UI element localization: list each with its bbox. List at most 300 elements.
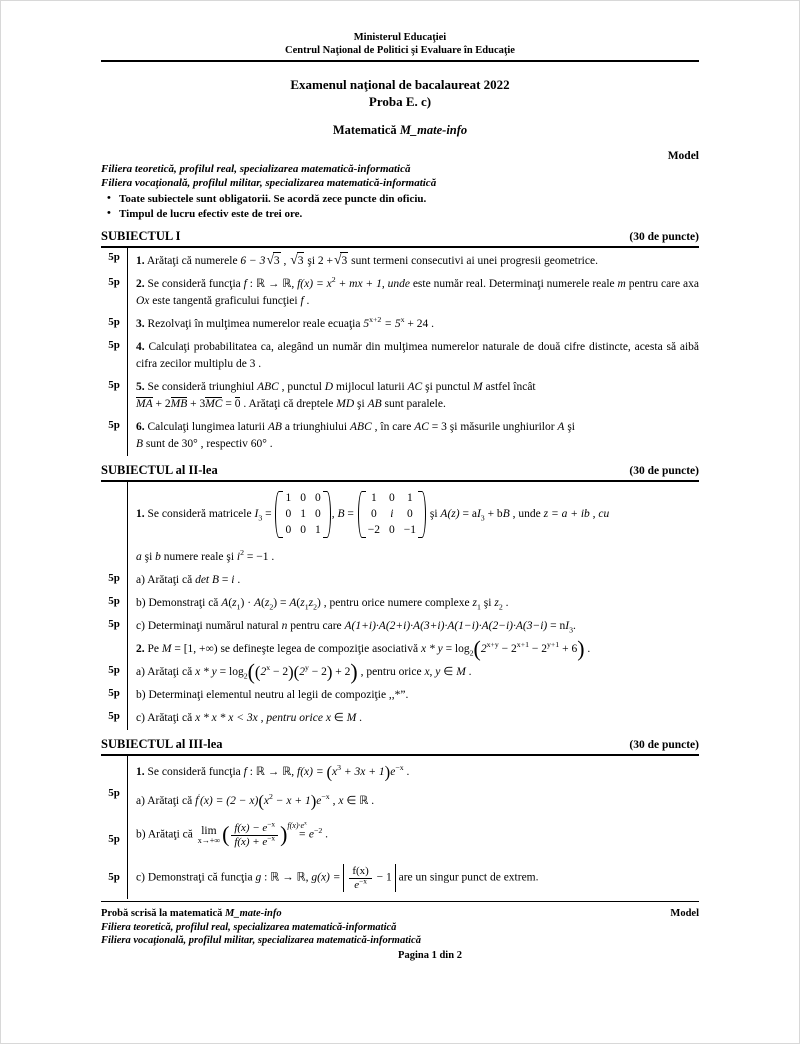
q6-ab: AB [267, 421, 282, 433]
s2q1-t4: , unde [509, 508, 544, 521]
s3q1-t2: : ℝ → ℝ, [246, 766, 297, 778]
subject-2-points: (30 de puncte) [629, 465, 699, 477]
s2q2a-eq: = log [216, 666, 244, 678]
cell: 0 [407, 508, 413, 520]
s2q2a-t4: . [465, 666, 472, 678]
item-label: b) [136, 597, 146, 609]
table-row [101, 755, 699, 784]
points-cell: 5p [101, 569, 128, 592]
q6-t2: a triunghiului [281, 421, 351, 433]
s2q1c-i3s: 3 [569, 625, 573, 635]
q5-d: D [324, 381, 334, 393]
s2q1b-dot: · [244, 597, 254, 609]
s2q1-t3: şi [427, 508, 441, 521]
matrix-b [358, 490, 426, 539]
table-row [101, 707, 699, 730]
s3q1c-t1: Demonstraţi că funcţia [147, 871, 256, 884]
s2q2-eq1: = [1, +∞) [171, 643, 218, 655]
s2q2a-m: M [456, 666, 466, 678]
q2-m2: m [617, 278, 626, 290]
q1-mid1: , [280, 255, 290, 267]
q5-m: M [473, 381, 483, 393]
s2q1-i3b: I [476, 508, 481, 521]
q5-abc: ABC [257, 381, 279, 393]
s2q1b-t4: . [502, 597, 509, 609]
q5-plus2: + 3 [187, 398, 206, 410]
question-cell [128, 273, 700, 313]
question-cell [128, 416, 700, 456]
cell: i [390, 508, 394, 520]
q3-sup2: x [400, 315, 405, 325]
ministry-line-1: Ministerul Educaţiei [353, 32, 447, 43]
s3q1a-p1s: 2 [268, 792, 273, 802]
table-row [101, 784, 699, 813]
s2q2a-p4: − 2 [308, 666, 327, 678]
num-text: f(x) − e [234, 822, 268, 834]
q1-expr-a: 6 − 3 [240, 255, 266, 267]
s3q1a-p1: x [263, 795, 269, 807]
points-cell: 5p [101, 416, 128, 456]
filiera-line-1: Filiera teoretică, profilul real, specializarea matematică-informatică [101, 163, 411, 175]
s3q1a-es: −x [321, 792, 330, 802]
s2q2-ia: 2 [480, 643, 487, 655]
s3q1a-e: e [316, 795, 322, 807]
s2q1b-z1: z [232, 597, 237, 609]
s2q1b-z2s: 2 [269, 602, 274, 612]
s2q2-eb: x+1 [516, 640, 529, 650]
question-cell [128, 376, 700, 416]
s2q2-t2: se defineşte legea de compoziţie asociativă [217, 643, 421, 655]
q2-t4: + mx + 1, unde [335, 278, 413, 290]
cell: 0 [371, 508, 377, 520]
cell: 0 [300, 524, 306, 536]
page-footer [101, 907, 699, 962]
exam-title: Examenul naţional de bacalaureat 2022 [290, 77, 510, 92]
filiera-line-2: Filiera vocaţională, profilul militar, specializarea matematică-informatică [101, 177, 437, 189]
cell: −1 [403, 524, 416, 536]
s2q2-ea: x+y [486, 640, 499, 650]
cell: 0 [300, 492, 306, 504]
question-number: 3. [136, 318, 145, 330]
table-row [101, 247, 699, 273]
subject-3-header [101, 737, 699, 752]
q1-mid2: şi [304, 255, 318, 267]
s2q1b-a1: A [221, 597, 229, 609]
s3q1a-t3: ∈ ℝ . [343, 795, 375, 807]
s2q1b-zz1: z [472, 597, 478, 609]
item-label: b) [136, 828, 146, 841]
s2q1-line2-b: şi [141, 551, 156, 563]
q2-f3: f [300, 295, 304, 307]
den-sup: −x [359, 876, 367, 885]
paren-left [275, 490, 281, 539]
footer-filiera-1: Filiera teoretică, profilul real, specializarea matematică-informatică [101, 921, 397, 933]
num-sup: −x [267, 819, 276, 829]
q5-ab: AB [367, 398, 382, 410]
item-label: a) [136, 795, 145, 807]
s2q1a-t5: . [234, 574, 241, 586]
s2q1b-zz1s: 1 [477, 602, 481, 612]
instruction-item-2: • Timpul de lucru efectiv este de trei ore. [101, 207, 699, 222]
s2q2a-law: x * y [195, 666, 217, 678]
q3-eq3: + 24 . [404, 318, 434, 330]
s2q1a-det: det B [195, 574, 220, 586]
question-cell [128, 336, 700, 376]
cell: 0 [285, 508, 292, 520]
exam-subject [101, 123, 699, 138]
item-label: a) [136, 574, 145, 586]
s2q2a-t3: ∈ [440, 666, 457, 678]
exp-text: f(x)·e [287, 820, 305, 830]
question-number: 5. [136, 381, 145, 393]
s3q1a-arg: (x) [200, 795, 213, 807]
s3q1-f2: f [297, 766, 301, 778]
table-row [101, 336, 699, 376]
question-cell: 1. Se consideră matricele $I_3$ = 1 0 0 0 1 0 0 0 1 , B = 1 0 1 0 i 0 −2 0 −1 şi $A(z) = aI_3$ + bB , unde z = a + ib , cu a şi b numere reale şi $i^2 = -1$ . [136, 492, 610, 563]
s2q2c-m: M [346, 712, 357, 724]
s2q1b-t2: , pentru orice numere complexe [320, 597, 473, 609]
s3q1a-t1: Arătaţi că [147, 795, 196, 807]
s2q2a-xy: x, y [424, 666, 441, 678]
s3q1a-p2: − x + 1 [272, 795, 311, 807]
s2q1-line2-d: numere reale şi [160, 551, 237, 563]
s2q1-az: A [440, 508, 448, 521]
s2q2b-text: Determinaţi elementul neutru al legii de compoziţie ,,*”. [148, 689, 409, 701]
question-cell [128, 684, 700, 707]
s2q2-tail: . [584, 643, 591, 655]
s2q2a-t1: Arătaţi că [147, 666, 196, 678]
footer-divider [101, 901, 699, 902]
q2-t6: pentru care axa [625, 278, 699, 290]
s2q1b-t1: Demonstraţi că [148, 597, 222, 609]
s2q1-line2-e: = −1 . [244, 551, 275, 563]
points-cell: 5p [101, 592, 128, 615]
q6-abc: ABC [350, 421, 372, 433]
s2q2a-e1: x [266, 663, 271, 673]
footer-subject-code: M_mate-info [225, 908, 282, 920]
s2q1-b: B [337, 508, 345, 521]
s2q2a-p3: 2 [299, 666, 305, 678]
ministry-line-2: Centrul Naţional de Politici şi Evaluare în Educaţie [285, 45, 515, 56]
s2q1b-zz2: z [494, 597, 499, 609]
s2q1-eq1: = [262, 508, 275, 521]
q2-sup: 2 [331, 275, 336, 285]
s2q1c-n: n [281, 620, 288, 632]
s2q2c-t2: < 3x , pentru orice [233, 712, 326, 724]
q2-f1: f [243, 278, 247, 290]
s3q1c-t2: : ℝ → ℝ, [261, 871, 312, 884]
s2q1b-z1s: 1 [236, 602, 241, 612]
points-cell: 5p [101, 707, 128, 730]
question-cell [128, 857, 700, 899]
s2q1-z: z [543, 508, 549, 521]
question-cell [128, 313, 700, 336]
s2q1-t5: = a + ib , cu [548, 508, 610, 521]
s2q1b-eq: = [277, 597, 290, 609]
question-cell [128, 569, 700, 592]
s2q1c-t2: pentru care [287, 620, 345, 632]
subject-2-header [101, 463, 699, 478]
question-cell: b) Arătaţi că lim x→+∞ ( $\frac{f(x) - e^{-x}}{f(x) + e^{-x}}$ ) $f(x)\cdot e^x$ = $e^{-2}$ . [128, 813, 700, 857]
points-cell: 5p [101, 336, 128, 376]
subject-3-title: SUBIECTUL al III-lea [101, 737, 223, 751]
table-row [101, 615, 699, 638]
footer-top-row [101, 907, 699, 921]
s2q1b-a3: A [289, 597, 297, 609]
question-number: 4. [136, 341, 145, 353]
subject-1-table [101, 246, 699, 456]
question-number: 2. [136, 278, 145, 290]
cell: 1 [371, 492, 377, 504]
s2q1b-a2: A [253, 597, 262, 609]
ministry-header [101, 31, 699, 57]
q2-t1: Se consideră funcţia [147, 278, 244, 290]
s2q2-base: 2 [469, 648, 474, 658]
s3q1a-prime: ′ [198, 792, 200, 802]
cell: 0 [285, 524, 292, 536]
s2q2-id: + 6 [559, 643, 578, 655]
s2q2a-t2: , pentru orice [357, 666, 425, 678]
item-label: c) [136, 871, 145, 884]
s2q1c-product: A(1+i)·A(2+i)·A(3+i)·A(1−i)·A(2−i)·A(3−i) [344, 620, 548, 632]
table-row [101, 638, 699, 661]
s3q1-t5: . [403, 766, 410, 778]
points-cell: 5p [101, 813, 128, 857]
s3q1c-t4: are un singur punct de extrem. [395, 871, 539, 884]
table-row [101, 273, 699, 313]
footer-left-text: Probă scrisă la matematică [101, 908, 226, 920]
s2q2c-t3: ∈ [330, 712, 347, 724]
points-cell: 5p [101, 247, 128, 273]
s2q2-ic: − 2 [529, 643, 547, 655]
points-cell: 5p [101, 784, 128, 813]
s3q1b-eq: = e [295, 828, 314, 841]
s2q2a-e3: y [304, 663, 309, 673]
q5-plus1: + 2 [152, 398, 171, 410]
instruction-item-1: • Toate subiectele sunt obligatorii. Se acordă zece puncte din oficiu. [101, 192, 699, 207]
den-text: e [354, 878, 360, 891]
q2-t3: (x) = x [300, 278, 332, 290]
question-cell: 1. Arătaţi că numerele 6 − 3√3 , √3 şi 2 +√3 sunt termeni consecutivi ai unei progresii geometrice. [128, 247, 700, 273]
q1-lead: Arătaţi că numerele [146, 255, 241, 267]
q5-t5: astfel încât [482, 381, 536, 393]
s2q1b-z3b: z [308, 597, 314, 609]
q5-zero-vector: 0 [234, 398, 241, 410]
s2q1-az-arg: (z) [447, 508, 460, 521]
table-row [101, 416, 699, 456]
points-cell: 5p [101, 684, 128, 707]
cell: 1 [300, 508, 306, 520]
limit-exponent [287, 817, 306, 834]
paren-left [358, 490, 364, 539]
subject-1-header [101, 229, 699, 244]
s2q1-t2: , [331, 508, 338, 521]
paren-right [325, 490, 331, 539]
s2q2-m: M [161, 643, 172, 655]
s3q1b-eqsup: −2 [313, 825, 323, 835]
s2q2a-base: 2 [243, 671, 248, 681]
s3q1-e: e [390, 766, 396, 778]
question-cell [128, 707, 700, 730]
s2q1-t1: Se consideră matricele [147, 508, 255, 521]
q1-radicand-a: 3 [273, 252, 281, 270]
cell: 0 [314, 492, 321, 504]
s3q1a-x: x [338, 795, 344, 807]
points-cell [101, 481, 128, 569]
question-number: 1. [136, 255, 145, 267]
s2q1b-t3: şi [480, 597, 495, 609]
q6-t1: Calculaţi lungimea laturii [147, 421, 268, 433]
table-row [101, 481, 699, 569]
s3q1-poly: x [332, 766, 338, 778]
points-cell: 5p [101, 313, 128, 336]
cell: 1 [407, 492, 413, 504]
s2q1a-i: i [231, 574, 235, 586]
limit-fraction [231, 819, 278, 848]
points-cell [101, 638, 128, 661]
exam-subject-code: M_mate-info [399, 123, 468, 137]
q6-t6: sunt de 30° , respectiv 60° . [143, 438, 273, 450]
q2-f2: f [297, 278, 301, 290]
exam-probe: Proba E. c) [368, 94, 432, 109]
q5-vec-mc: MC [205, 398, 223, 410]
q4-text: Calculaţi probabilitatea ca, alegând un număr din mulţimea numerelor naturale de două cifre distincte, acesta să aibă cifra zecilor multiplu de 3 . [136, 341, 700, 370]
subject-2-title: SUBIECTUL al II-lea [101, 463, 218, 477]
subject-2-table [101, 480, 699, 730]
q1-radicand-b: 3 [297, 252, 305, 270]
s2q2a-p2: − 2 [270, 666, 289, 678]
s2q1a-eq: = [219, 574, 232, 586]
s2q1-bb: B [502, 508, 510, 521]
s2q1b-z3bs: 2 [313, 602, 317, 612]
q5-t7: şi [354, 398, 368, 410]
s2q1b-zz2s: 2 [498, 602, 503, 612]
s2q2-ec: y+1 [547, 640, 560, 650]
cell: 0 [314, 508, 321, 520]
q6-ac: AC [414, 421, 429, 433]
s2q1-i3b-sub: 3 [480, 513, 485, 523]
q6-angle-a: A [557, 421, 565, 433]
page-number: Pagina 1 din 2 [398, 949, 462, 961]
q5-t8: sunt paralele. [381, 398, 446, 410]
table-row [101, 684, 699, 707]
s3q1b-t2: . [322, 828, 329, 841]
s2q2-ib: − 2 [498, 643, 517, 655]
item-label: c) [136, 620, 145, 632]
question-cell: 1. Se consideră funcţia f : ℝ → ℝ, $f(x) = (x^3 + 3x + 1)e^{-x}$ . [136, 762, 410, 782]
q5-t2: , punctul [278, 381, 325, 393]
table-row [101, 313, 699, 336]
subject-1-title: SUBIECTUL I [101, 229, 181, 243]
q6-t3: , în care [371, 421, 415, 433]
table-row [101, 661, 699, 684]
footer-left [101, 907, 282, 921]
question-cell [128, 615, 700, 638]
matrix-i3 [275, 490, 330, 539]
s2q1c-i3: I [565, 620, 570, 632]
question-cell: a) Arătaţi că $f'(x) = (2 - x)(x^2 - x + 1)e^{-x}$ , x ∈ ℝ . [136, 791, 375, 811]
s2q2c-x: x [325, 712, 331, 724]
q5-t1: Se consideră triunghiul [147, 381, 258, 393]
item-label: b) [136, 689, 146, 701]
points-cell: 5p [101, 615, 128, 638]
s3q1a-f: f [195, 795, 199, 807]
s2q1c-t1: Determinaţi numărul natural [147, 620, 282, 632]
s2q1c-eq: = n [547, 620, 566, 632]
q2-ox: Ox [136, 295, 150, 307]
s2q2-law: x * y [420, 643, 443, 655]
minus-one: − 1 [373, 871, 392, 884]
s2q1-i3-sub: 3 [258, 513, 263, 523]
q5-vec-mb: MB [170, 398, 188, 410]
s2q2-t1: Pe [147, 643, 162, 655]
q3-eq2: = 5 [381, 318, 401, 330]
header-divider [101, 60, 699, 62]
fraction-numerator: f(x) [349, 865, 371, 879]
paren-right [420, 490, 426, 539]
q2-t8: . [303, 295, 310, 307]
q2-t5: este număr real. Determinaţi numerele reale [412, 278, 618, 290]
q3-sup1: x+2 [369, 315, 382, 325]
model-label: Model [667, 150, 699, 162]
fraction-denominator [231, 832, 278, 849]
points-cell: 5p [101, 273, 128, 313]
q3-eq: 5 [363, 318, 370, 330]
cell: 1 [314, 524, 321, 536]
g-fraction [349, 865, 371, 891]
s3q1a-t2: , [329, 795, 339, 807]
q5-t4: şi punctul [422, 381, 474, 393]
table-row [101, 376, 699, 416]
s3q1-psup: 3 [337, 763, 342, 773]
cell: −2 [367, 524, 380, 536]
table-row [101, 857, 699, 899]
s3q1c-t3: (x) = [317, 871, 344, 884]
q2-t2: : ℝ → ℝ, [246, 278, 298, 290]
s2q1b-z2: z [264, 597, 270, 609]
instructions-list [101, 192, 699, 222]
den-sup: −x [267, 832, 276, 842]
cell: 0 [389, 524, 395, 536]
subject-3-table [101, 754, 699, 899]
q5-t6: . Arătaţi că dreptele [240, 398, 337, 410]
exp-sup: x [304, 820, 307, 827]
s3q1-poly2: + 3x + 1 [341, 766, 385, 778]
s2q1b-z3as: 1 [304, 602, 309, 612]
q1-tail: sunt termeni consecutivi ai unei progresii geometrice. [348, 255, 598, 267]
points-cell: 5p [101, 857, 128, 899]
s3q1a-eq: = (2 − x) [212, 795, 259, 807]
points-cell: 5p [101, 661, 128, 684]
table-row [101, 569, 699, 592]
q3-t1: Rezolvaţi în mulţimea numerelor reale ecuaţia [147, 318, 364, 330]
points-cell: 5p [101, 376, 128, 416]
cell: 1 [285, 492, 292, 504]
q5-vec-ma: MA [136, 398, 153, 410]
q5-ac: AC [407, 381, 423, 393]
matrix-i3-grid [281, 490, 324, 539]
s2q1a-t1: Arătaţi că [147, 574, 196, 586]
s3q1b-t1: Arătaţi că [147, 828, 196, 841]
matrix-b-grid [364, 490, 420, 539]
den-text: f(x) + e [234, 835, 268, 848]
question-cell: a) Arătaţi că $x * y = \log_2((2^x - 2)(2^y - 2) + 2)$ , pentru orice x, y ∈ M . [136, 659, 472, 684]
item-label: 1. [136, 766, 145, 778]
table-row [101, 592, 699, 615]
absolute-value-bars [343, 864, 395, 892]
q6-angle-b: B [136, 438, 144, 450]
footer-filiera-2: Filiera vocaţională, profilul militar, specializarea matematică-informatică [101, 935, 421, 947]
